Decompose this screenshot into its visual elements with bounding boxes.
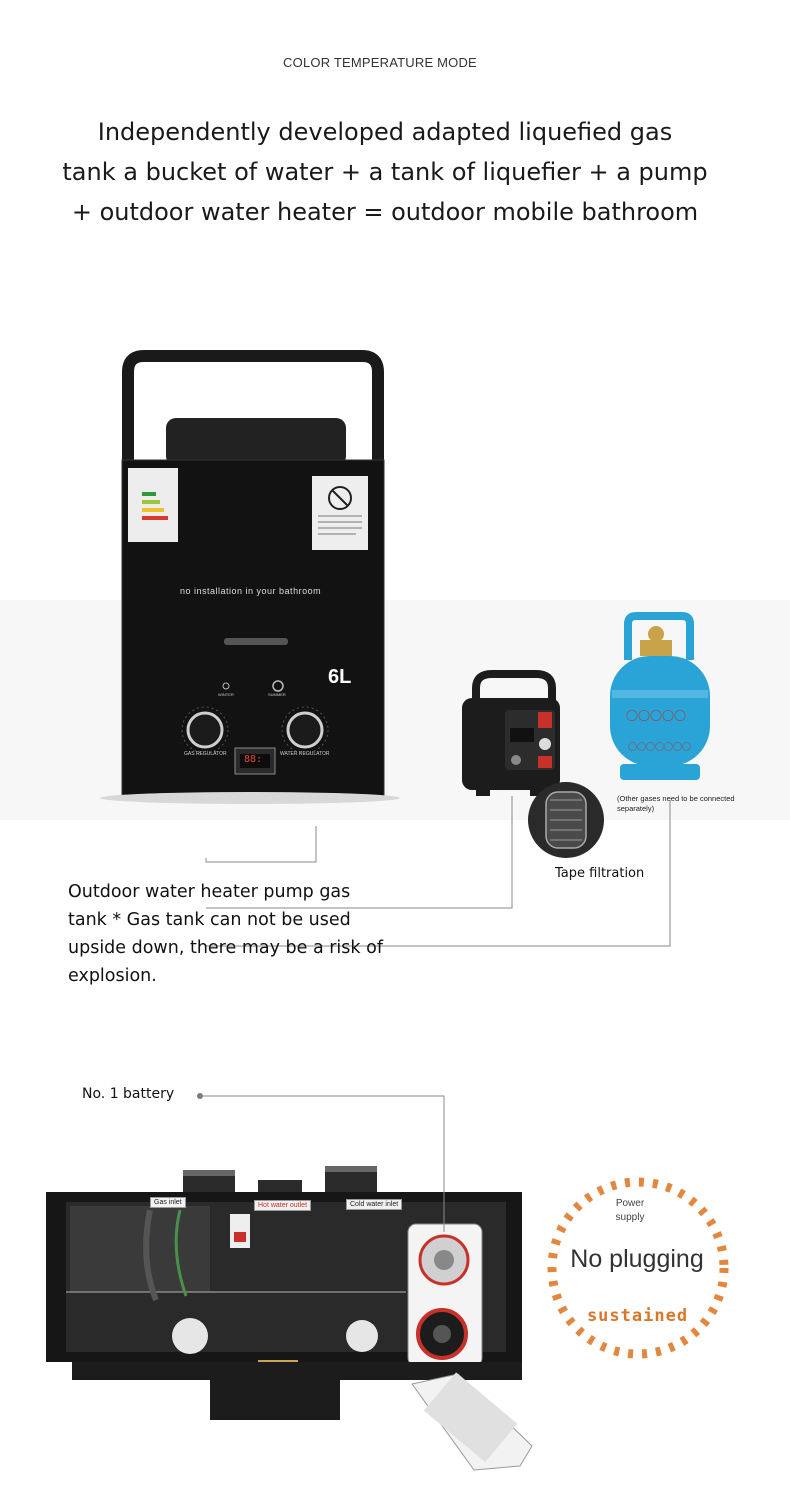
heater-handle	[128, 356, 378, 466]
power-supply-line-2: supply	[615, 1212, 645, 1223]
summer-label: SUMMER	[268, 692, 286, 697]
no-plugging-text: No plugging	[570, 1245, 704, 1273]
power-supply-line-1: Power	[615, 1198, 645, 1209]
energy-label-sticker	[128, 468, 178, 542]
gas-inlet-label: Gas inlet	[150, 1197, 186, 1208]
heater-capacity: 6L	[328, 666, 352, 688]
caption-line-4: explosion.	[68, 966, 157, 986]
water-regulator-knob	[288, 713, 322, 747]
winter-label: WINTER	[218, 692, 234, 697]
battery-label: No. 1 battery	[82, 1086, 175, 1102]
gas-regulator-label: GAS REGULATOR	[184, 751, 227, 757]
sustained-text: sustained	[586, 1306, 689, 1326]
power-supply-label	[600, 1197, 660, 1225]
svg-text:〇〇〇〇〇: 〇〇〇〇〇	[626, 709, 687, 723]
headline-line-1: Independently developed adapted liquefied gas	[97, 118, 673, 146]
svg-text:〇〇〇〇〇〇〇: 〇〇〇〇〇〇〇	[628, 743, 692, 753]
water-heater	[122, 460, 384, 796]
setup-caption	[68, 878, 398, 990]
mode-label: COLOR TEMPERATURE MODE	[283, 55, 477, 70]
tape-filtration-label: Tape filtration	[555, 866, 645, 881]
tape-filter-image	[528, 782, 604, 858]
gas-note: (Other gases need to be connected separately)	[617, 794, 735, 813]
display-value: 88:	[244, 754, 263, 765]
caption-line-1: Outdoor water heater pump gas	[68, 882, 351, 902]
headline-line-2: tank a bucket of water + a tank of liquefier + a pump	[62, 158, 708, 186]
heater-front-text: no installation in your bathroom	[180, 586, 322, 596]
cold-water-inlet-label: Cold water inlet	[346, 1199, 402, 1210]
caption-line-3: upside down, there may be a risk of	[68, 938, 383, 958]
hot-water-outlet-label: Hot water outlet	[254, 1200, 311, 1211]
flame-window	[224, 638, 288, 645]
headline-line-3: + outdoor water heater = outdoor mobile bathroom	[71, 198, 699, 226]
heater-interior-image	[46, 1093, 532, 1470]
water-regulator-label: WATER REGULATOR	[280, 751, 330, 757]
gas-regulator-knob	[188, 713, 222, 747]
caption-line-2: tank * Gas tank can not be used	[68, 910, 351, 930]
